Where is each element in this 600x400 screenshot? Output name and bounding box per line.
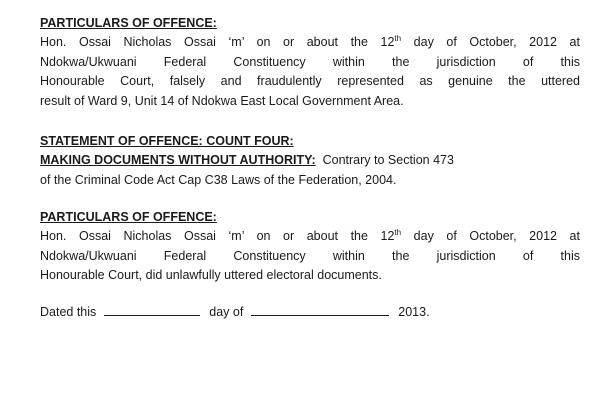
particulars-text-2 <box>40 227 580 286</box>
statement-of-offence <box>40 132 580 190</box>
particulars-of-offence-2 <box>40 208 580 286</box>
month-blank <box>251 304 389 316</box>
statement-line-1: MAKING DOCUMENTS WITHOUT AUTHORITY: Contrary to Section 473 <box>40 153 454 167</box>
text-line: Hon. Ossai Nicholas Ossai ‘m’ on or about the 12th day of October, 2012 at <box>40 228 580 243</box>
text-line: Hon. Ossai Nicholas Ossai ‘m’ on or about the 12th day of October, 2012 at <box>40 34 580 49</box>
text-line: Honourable Court, did unlawfully uttered electoral documents. <box>40 268 382 282</box>
text-line: Honourable Court, falsely and fraudulently represented as genuine the uttered <box>40 74 580 88</box>
particulars-text-1 <box>40 33 580 111</box>
text-line: Ndokwa/Ukwuani Federal Constituency within the jurisdiction of this <box>40 54 580 69</box>
statement-line-2: of the Criminal Code Act Cap C38 Laws of the Federation, 2004. <box>40 172 397 187</box>
particulars-of-offence-1 <box>40 14 580 111</box>
dated-middle: day of <box>209 305 244 319</box>
statement-heading: STATEMENT OF OFFENCE: COUNT FOUR: <box>40 134 294 148</box>
text-line: Ndokwa/Ukwuani Federal Constituency within the jurisdiction of this <box>40 248 580 263</box>
particulars-heading-2: PARTICULARS OF OFFENCE: <box>40 210 217 224</box>
dated-prefix: Dated this <box>40 305 97 319</box>
text-line: result of Ward 9, Unit 14 of Ndokwa East Local Government Area. <box>40 93 404 108</box>
day-blank <box>104 304 200 316</box>
statement-subheading: MAKING DOCUMENTS WITHOUT AUTHORITY: <box>40 153 316 167</box>
dated-year: 2013. <box>398 305 430 319</box>
particulars-heading-1: PARTICULARS OF OFFENCE: <box>40 16 217 30</box>
dated-line <box>40 303 580 323</box>
